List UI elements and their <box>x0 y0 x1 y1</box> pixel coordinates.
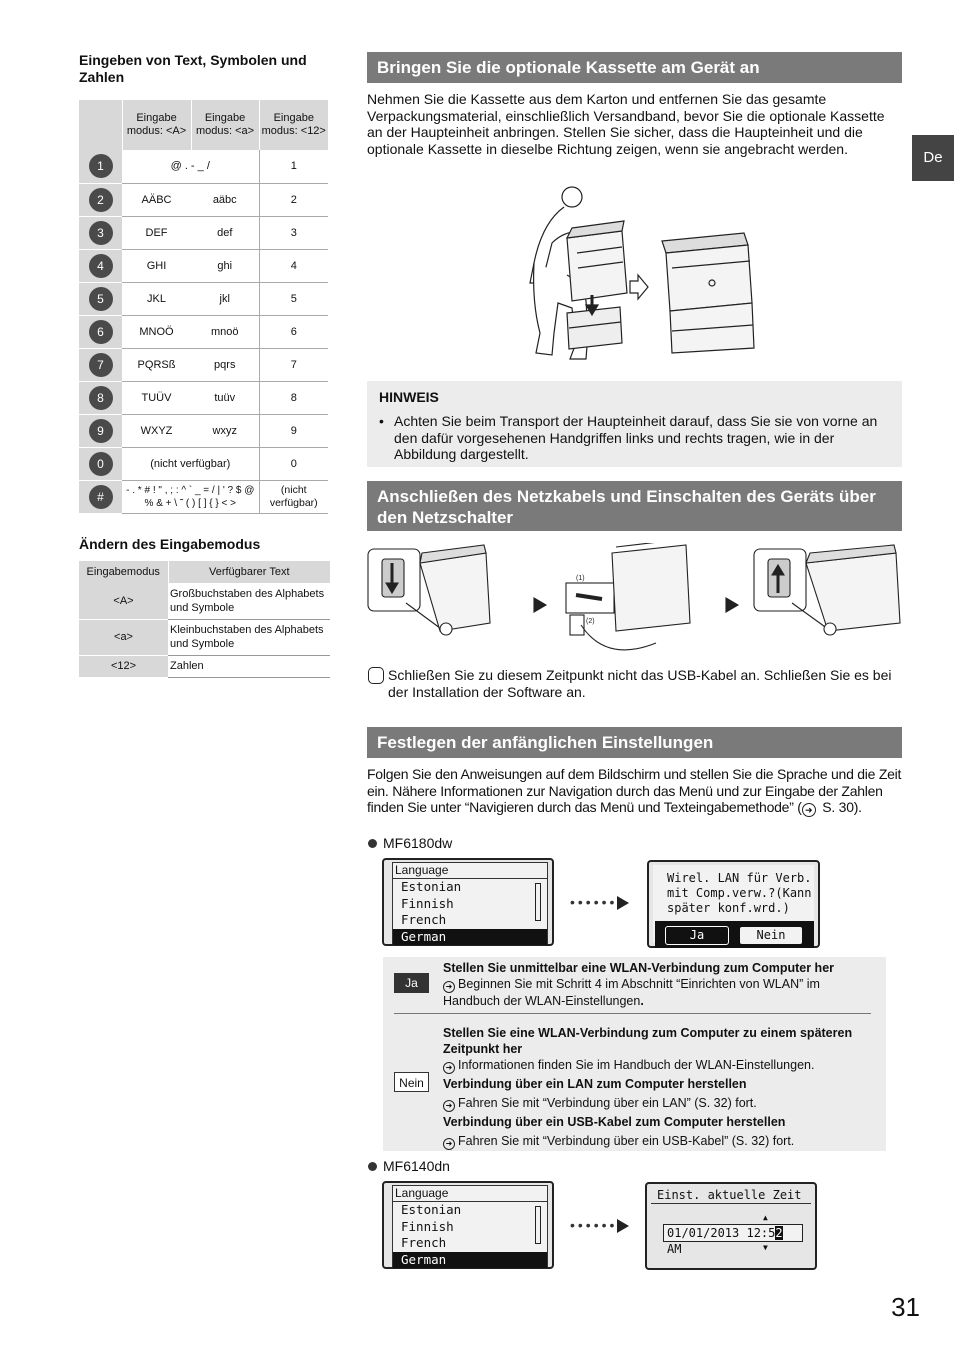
reference-arrow-icon: ➜ <box>443 1062 455 1074</box>
cell-number: 9 <box>259 414 328 447</box>
arrow-up-icon: ▲ <box>763 1213 768 1222</box>
cell-number: 0 <box>259 447 328 480</box>
time-input[interactable]: 01/01/2013 12:52 AM <box>663 1224 803 1242</box>
key-input-table <box>79 100 328 514</box>
usb-title: Verbindung über ein USB-Kabel zum Computer herstellen <box>443 1115 786 1129</box>
table-row: <a> Kleinbuchstaben des Alphabets und Symbole <box>79 619 330 655</box>
key-5-icon: 5 <box>89 287 113 311</box>
cell-number: 6 <box>259 315 328 348</box>
header-verfuegbarer-text: Verfügbarer Text <box>168 561 330 583</box>
lcd-line: später konf.wrd.) <box>667 901 790 915</box>
table-row <box>79 216 328 249</box>
cell-lower: ghi <box>191 249 259 282</box>
cell-lower: def <box>191 216 259 249</box>
cell-upper: MNOÖ <box>122 315 191 348</box>
reference-arrow-icon: ➜ <box>802 803 816 817</box>
cell-upper: GHI <box>122 249 191 282</box>
key-8-icon: 8 <box>89 386 113 410</box>
cell-number: 5 <box>259 282 328 315</box>
key-7-icon: 7 <box>89 353 113 377</box>
lcd-language-screen <box>382 858 554 946</box>
table-row <box>79 414 328 447</box>
cell-lower: aäbc <box>191 183 259 216</box>
cell-number: 2 <box>259 183 328 216</box>
lcd-scrollbar <box>535 883 541 921</box>
lcd-item[interactable]: Finnish <box>401 1218 454 1234</box>
table-row: <12> Zahlen <box>79 655 330 677</box>
lcd-item[interactable]: Finnish <box>401 895 454 911</box>
note-title: HINWEIS <box>379 389 439 405</box>
lcd-item-selected[interactable]: German <box>393 929 547 946</box>
nein-text: Informationen finden Sie im Handbuch der WLAN-Einstellungen. <box>458 1058 815 1072</box>
model-label-mf6180dw: MF6180dw <box>368 835 452 852</box>
lcd-no-button[interactable]: Nein <box>739 926 803 945</box>
lcd-line: Wirel. LAN für Verb. <box>667 871 812 885</box>
table-row <box>79 447 328 480</box>
lcd-language-screen <box>382 1181 554 1269</box>
lcd-wlan-screen <box>647 860 820 948</box>
cell-upper: PQRSß <box>122 348 191 381</box>
reference-arrow-icon: ➜ <box>443 1100 455 1112</box>
reference-arrow-icon: ➜ <box>443 1138 455 1150</box>
lcd-item[interactable]: French <box>401 1235 447 1250</box>
cell-number: 1 <box>259 150 328 183</box>
lcd-scrollbar <box>535 1206 541 1244</box>
table-row <box>79 183 328 216</box>
header-mode-lower: Eingabe modus: <a> <box>191 100 259 150</box>
lcd-yes-button[interactable]: Ja <box>665 926 729 945</box>
lcd-item[interactable]: Estonian <box>401 1202 462 1217</box>
table-row <box>79 282 328 315</box>
power-illustration <box>366 543 906 663</box>
table-row <box>79 315 328 348</box>
table-row <box>79 480 328 513</box>
label-1: (1) <box>576 575 585 582</box>
lcd-header: Language <box>393 1186 547 1202</box>
cell-lower: tuüv <box>191 381 259 414</box>
lan-title: Verbindung über ein LAN zum Computer herstellen <box>443 1077 747 1091</box>
ja-title: Stellen Sie unmittelbar eine WLAN-Verbindung zum Computer her <box>443 961 835 975</box>
arrow-next-icon: •••••• <box>570 894 629 912</box>
cell-chars: - . * # ! " , ; : ^ ` _ = / | ' ? $ @ % & + \ ˜ ( ) [ ] { } < > <box>122 480 259 513</box>
key-2-icon: 2 <box>89 188 113 212</box>
key-hash-icon: # <box>89 485 113 509</box>
language-tab: De <box>912 135 954 181</box>
cell-upper: WXYZ <box>122 414 191 447</box>
section-text-initial-settings: Folgen Sie den Anweisungen auf dem Bildschirm und stellen Sie die Sprache und die Zeit ein. Nähere Informationen zur Navigation durch das Menü und zur Eingabe der Zahlen finden Sie unter “Navigieren durch das Menü und Texteingabemethode” ( ➜ S. 30). <box>367 766 902 815</box>
heading-text-input: Eingeben von Text, Symbolen und Zahlen <box>79 52 307 85</box>
bullet-icon: • <box>379 413 384 429</box>
table-row: <A> Großbuchstaben des Alphabets und Symbole <box>79 583 330 619</box>
key-9-icon: 9 <box>89 419 113 443</box>
cell-chars: (nicht verfügbar) <box>122 447 259 480</box>
cell-upper: JKL <box>122 282 191 315</box>
lcd-header: Einst. aktuelle Zeit <box>651 1187 811 1204</box>
page-number: 31 <box>891 1292 920 1322</box>
cell-lower: pqrs <box>191 348 259 381</box>
cell-chars: @ . - _ / <box>122 150 259 183</box>
bullet-icon <box>368 839 377 848</box>
key-1-icon: 1 <box>89 154 113 178</box>
wlan-options-box: Ja Stellen Sie unmittelbar eine WLAN-Verbindung zum Computer her ➜ Beginnen Sie mit Schritt 4 im Abschnitt “Einrichten von WLAN” im Handbuch der WLAN-Einstellungen. Nein Stellen Sie eine WLAN-Verbindung zum Computer zu einem späteren Zeitpunkt her ➜ Informationen finden Sie im Handbuch der WLAN-Einstellungen. Verbindung über ein LAN zum Computer herstellen ➜ Fahren Sie mit “Verbindung über ein LAN” (S. 32) fort. Verbindung über ein USB-Kabel zum Computer herstellen ➜ Fahren Sie mit “Verbindung über ein USB-Kabel” (S. 32) fort. <box>383 957 886 1151</box>
lan-text: Fahren Sie mit “Verbindung über ein LAN” (S. 32) fort. <box>458 1096 757 1110</box>
lcd-item[interactable]: Estonian <box>401 879 462 894</box>
cell-lower: jkl <box>191 282 259 315</box>
reference-arrow-icon: ➜ <box>443 981 455 993</box>
cell-number: 8 <box>259 381 328 414</box>
section-title-cassette: Bringen Sie die optionale Kassette am Gerät an <box>367 52 902 83</box>
key-6-icon: 6 <box>89 320 113 344</box>
key-0-icon: 0 <box>89 452 113 476</box>
arrow-next-icon: •••••• <box>570 1217 629 1235</box>
lcd-item[interactable]: French <box>401 912 447 927</box>
lcd-item-selected[interactable]: German <box>393 1252 547 1269</box>
cell-lower: mnoö <box>191 315 259 348</box>
key-3-icon: 3 <box>89 221 113 245</box>
table-row <box>79 381 328 414</box>
cell-upper: TUÜV <box>122 381 191 414</box>
cell-upper: DEF <box>122 216 191 249</box>
table-row <box>79 249 328 282</box>
warning-hand-icon <box>368 667 384 684</box>
nein-tag: Nein <box>394 1072 429 1092</box>
cassette-illustration <box>512 183 762 368</box>
table-row <box>79 150 328 183</box>
note-text: Achten Sie beim Transport der Haupteinheit darauf, dass Sie sie von vorne an den dafür vorgesehenen Handgriffen links und rechts tragen, wie in der Abbildung dargestellt. <box>394 413 878 462</box>
header-mode-num: Eingabe modus: <12> <box>259 100 328 150</box>
ja-text: Beginnen Sie mit Schritt 4 im Abschnitt “Einrichten von WLAN” im Handbuch der WLAN-Einstellungen <box>443 977 820 1008</box>
lcd-header: Language <box>393 863 547 879</box>
cell-number: 7 <box>259 348 328 381</box>
cell-number: 4 <box>259 249 328 282</box>
lcd-line: mit Comp.verw.?(Kann <box>667 886 812 900</box>
heading-change-mode: Ändern des Eingabemodus <box>79 536 261 552</box>
usb-text: Fahren Sie mit “Verbindung über ein USB-Kabel” (S. 32) fort. <box>458 1134 795 1148</box>
section-title-power: Anschließen des Netzkabels und Einschalten des Geräts über den Netzschalter <box>367 481 902 531</box>
divider <box>394 1013 871 1014</box>
bullet-icon <box>368 1162 377 1171</box>
usb-note: Schließen Sie zu diesem Zeitpunkt nicht das USB-Kabel an. Schließen Sie es bei der Installation der Software an. <box>388 667 892 700</box>
header-eingabemodus: Eingabemodus <box>79 561 168 583</box>
cell-lower: wxyz <box>191 414 259 447</box>
time-cursor: 2 <box>775 1226 783 1240</box>
nein-title: Stellen Sie eine WLAN-Verbindung zum Computer zu einem späteren Zeitpunkt her <box>443 1026 853 1056</box>
cell-number: (nicht verfügbar) <box>259 480 328 513</box>
cell-number: 3 <box>259 216 328 249</box>
arrow-down-icon: ▼ <box>763 1243 768 1252</box>
cell-upper: AÄBC <box>122 183 191 216</box>
label-2: (2) <box>586 618 595 625</box>
lcd-time-screen <box>645 1182 817 1270</box>
model-label-mf6140dn: MF6140dn <box>368 1158 450 1175</box>
header-mode-upper: Eingabe modus: <A> <box>122 100 191 150</box>
table-row <box>79 348 328 381</box>
ja-tag: Ja <box>394 973 429 993</box>
section-text-cassette: Nehmen Sie die Kassette aus dem Karton und entfernen Sie das gesamte Verpackungsmaterial, einschließlich Versandband, bevor Sie die optionale Kassette an der Haupteinheit anbringen. Stellen Sie sicher, dass die Haupteinheit und die optionale Kassette in dieselbe Richtung zeigen, wenn sie angebracht werden. <box>367 91 885 157</box>
note-box <box>367 381 902 467</box>
key-4-icon: 4 <box>89 254 113 278</box>
section-title-initial-settings: Festlegen der anfänglichen Einstellungen <box>367 727 902 758</box>
mode-table <box>79 561 330 678</box>
